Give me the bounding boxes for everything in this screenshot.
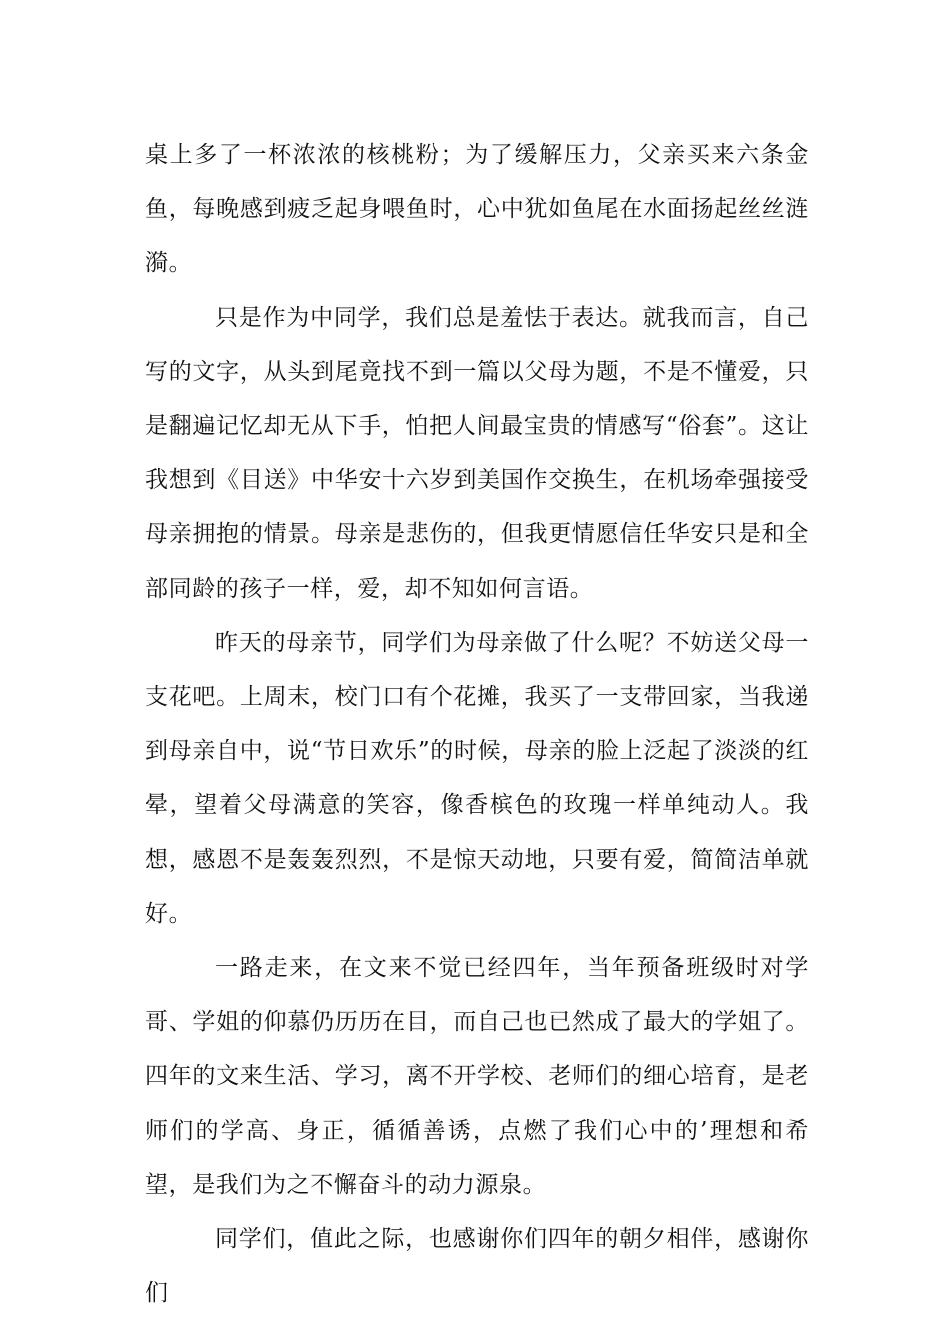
- paragraph-mothers-day: 昨天的母亲节，同学们为母亲做了什么呢？不妨送父母一支花吧。上周末，校门口有个花摊，我买了一支带回家，当我递到母亲自中，说“节日欢乐”的时候，母亲的脸上泛起了淡淡的红晕，望着父母满意的笑容，像香槟色的玫瑰一样单纯动人。我想，感恩不是轰轰烈烈，不是惊天动地，只要有爱，简简洁单就好。: [145, 629, 809, 927]
- paragraph-expression: 只是作为中同学，我们总是羞怯于表达。就我而言，自己写的文字，从头到尾竟找不到一篇以父母为题，不是不懂爱，只是翻遍记忆却无从下手，怕把人间最宝贵的情感写“俗套”。这让我想到《目送》中华安十六岁到美国作交换生，在机场牵强接受母亲拥抱的情景。母亲是悲伤的，但我更情愿信任华安只是和全部同龄的孩子一样，爱，却不知如何言语。: [145, 304, 809, 602]
- paragraph-four-years: 一路走来，在文来不觉已经四年，当年预备班级时对学哥、学姐的仰慕仍历历在目，而自己也已然成了最大的学姐了。四年的文来生活、学习，离不开学校、老师们的细心培育，是老师们的学高、身正，循循善诱，点燃了我们心中的’理想和希望，是我们为之不懈奋斗的动力源泉。: [145, 955, 809, 1198]
- paragraph-classmates: 同学们，值此之际，也感谢你们四年的朝夕相伴，感谢你们: [145, 1226, 809, 1307]
- paragraph-continuation: 桌上多了一杯浓浓的核桃粉；为了缓解压力，父亲买来六条金鱼，每晚感到疲乏起身喂鱼时，心中犹如鱼尾在水面扬起丝丝涟漪。: [145, 142, 809, 277]
- document-body: [145, 128, 809, 1320]
